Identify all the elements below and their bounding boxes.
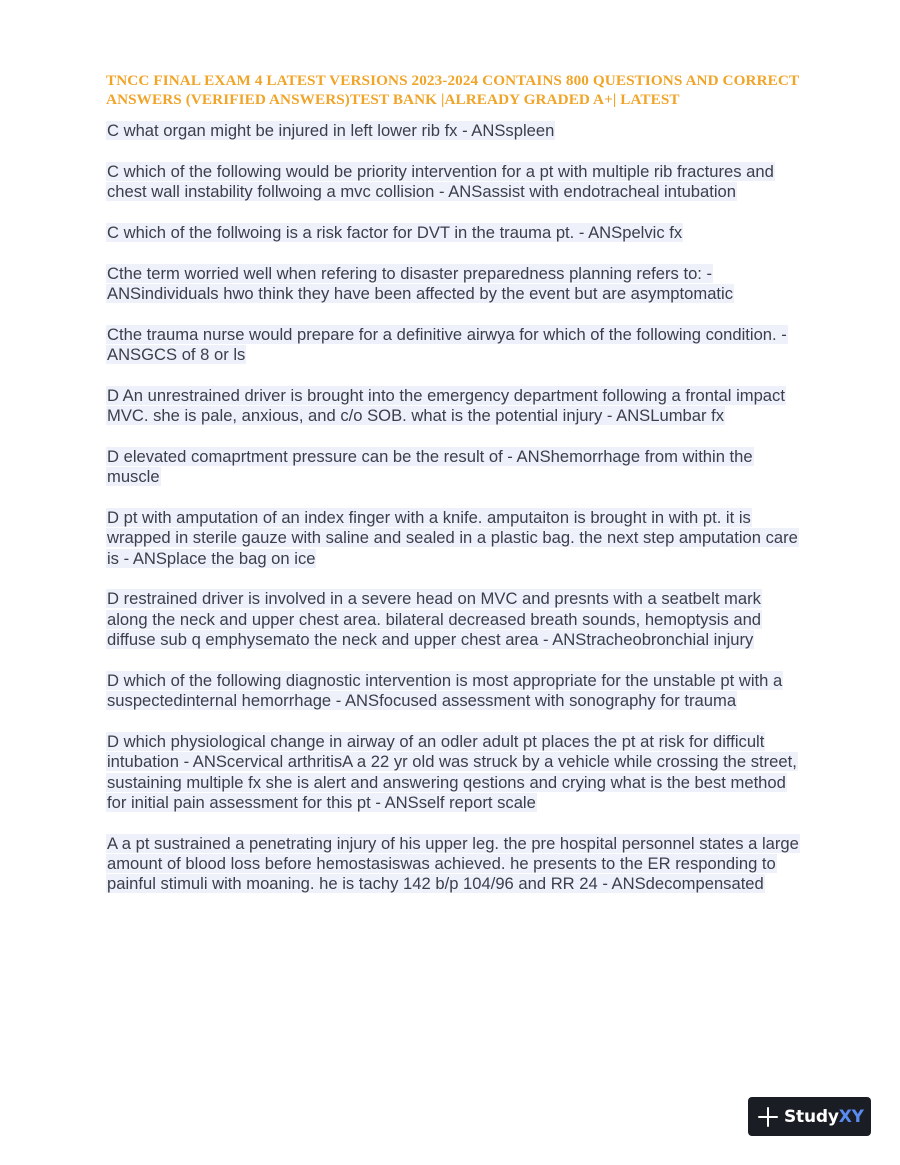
qa-text: D which physiological change in airway of an odler adult pt places the pt at risk for difficult intubation - ANScervical arthritisA a 22 yr old was struck by a vehicle while crossing the street, sustaining multiple fx she is alert and answering qestions and crying what is the best method for initial pain assessment for this pt - ANSself report scale <box>107 731 797 812</box>
qa-item <box>106 834 806 895</box>
qa-list <box>106 121 806 895</box>
qa-item <box>106 386 806 427</box>
qa-item <box>106 162 806 203</box>
studyxy-brand-badge[interactable] <box>748 1097 871 1136</box>
qa-item <box>106 589 806 650</box>
document-title: TNCC FINAL EXAM 4 LATEST VERSIONS 2023-2024 CONTAINS 800 QUESTIONS AND CORRECT ANSWERS (VERIFIED ANSWERS)TEST BANK |ALREADY GRADED A+| LATEST <box>106 72 799 108</box>
qa-text: D pt with amputation of an index finger with a knife. amputaiton is brought in with pt. it is wrapped in sterile gauze with saline and sealed in a plastic bag. the next step amputation care is - ANSplace the bag on ice <box>107 508 798 568</box>
qa-text: Cthe trauma nurse would prepare for a definitive airwya for which of the following condition. - ANSGCS of 8 or ls <box>107 324 787 365</box>
plus-icon <box>758 1107 778 1127</box>
qa-item <box>106 671 806 712</box>
brand-name-accent: XY <box>838 1106 864 1127</box>
qa-text: D which of the following diagnostic intervention is most appropriate for the unstable pt with a suspectedinternal hemorrhage - ANSfocused assessment with sonography for trauma <box>107 670 783 711</box>
qa-item <box>106 121 806 141</box>
qa-item <box>106 325 806 366</box>
document-page <box>106 72 806 915</box>
qa-text: D An unrestrained driver is brought into the emergency department following a frontal impact MVC. she is pale, anxious, and c/o SOB. what is the potential injury - ANSLumbar fx <box>107 385 785 426</box>
qa-text: D restrained driver is involved in a severe head on MVC and presnts with a seatbelt mark along the neck and upper chest area. bilateral decreased breath sounds, hemoptysis and diffuse sub q emphysemato the neck and upper chest area - ANStracheobronchial injury <box>107 589 762 650</box>
qa-item <box>106 732 806 813</box>
brand-name <box>784 1107 864 1127</box>
qa-item <box>106 447 806 488</box>
qa-text: A a pt sustrained a penetrating injury of his upper leg. the pre hospital personnel states a large amount of blood loss before hemostasiswas achieved. he presents to the ER responding to painful stimuli with moaning. he is tachy 142 b/p 104/96 and RR 24 - ANSdecompensated <box>107 833 799 894</box>
qa-text: Cthe term worried well when refering to disaster preparedness planning refers to: - ANSindividuals hwo think they have been affected by the event but are asymptomatic <box>107 263 734 303</box>
qa-item <box>106 508 806 569</box>
qa-text: D elevated comaprtment pressure can be the result of - ANShemorrhage from within the muscle <box>107 446 753 487</box>
qa-text: C which of the following would be priority intervention for a pt with multiple rib fractures and chest wall instability follwoing a mvc collision - ANSassist with endotracheal intubation <box>107 161 774 202</box>
brand-name-main: Study <box>784 1106 839 1127</box>
qa-item <box>106 264 806 305</box>
qa-text: C what organ might be injured in left lower rib fx - ANSspleen <box>107 121 555 140</box>
qa-text: C which of the follwoing is a risk factor for DVT in the trauma pt. - ANSpelvic fx <box>107 222 683 242</box>
qa-item <box>106 223 806 243</box>
